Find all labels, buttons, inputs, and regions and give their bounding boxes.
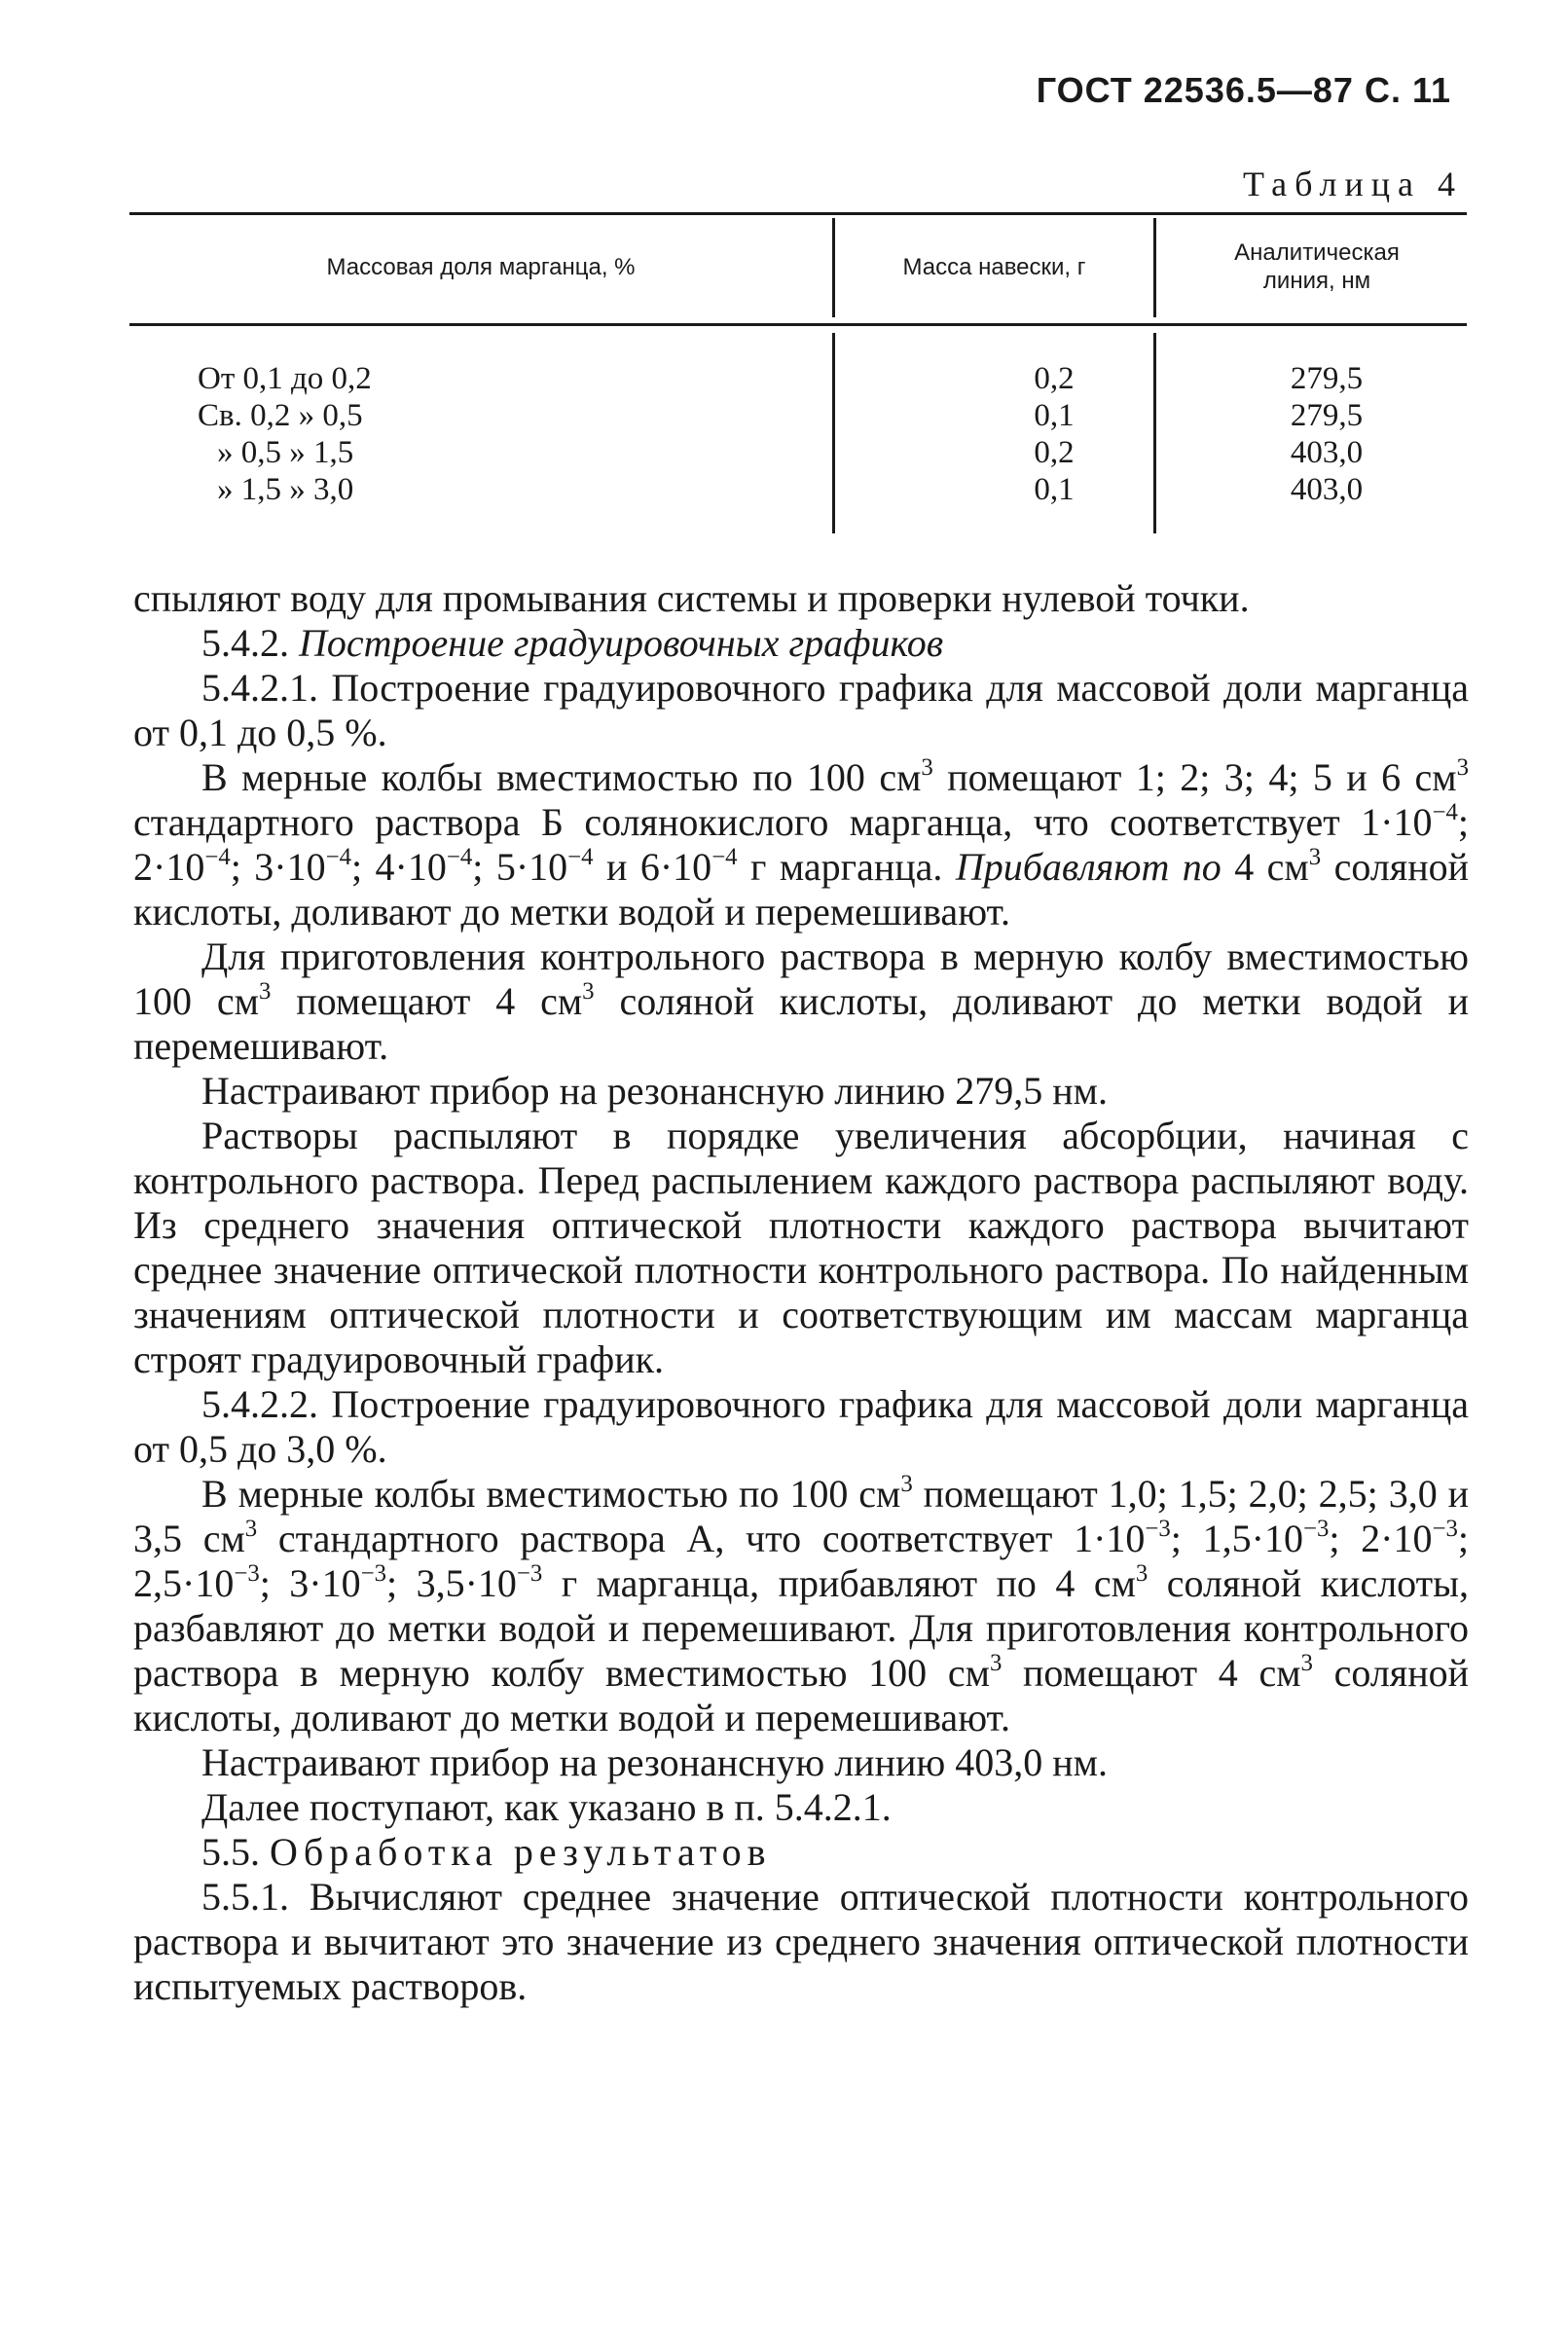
section-heading-5-5 [133, 1830, 1469, 1875]
paragraph: Настраивают прибор на резонансную линию 279,5 нм. [201, 1069, 1108, 1113]
superscript: 3 [1308, 843, 1322, 870]
superscript: 3 [258, 977, 272, 1005]
column-header-analytical-line: Аналитическая линия, нм [1234, 239, 1400, 294]
superscript: −3 [234, 1559, 260, 1587]
superscript: 3 [244, 1515, 258, 1542]
superscript: −3 [1432, 1515, 1458, 1542]
superscript: −3 [1145, 1515, 1171, 1542]
table-header-rule [129, 323, 1467, 326]
text-run: ; 3·10 [259, 1561, 361, 1605]
text-run: ; 2·10 [133, 800, 1469, 889]
section-heading-5-4-2 [133, 621, 1469, 666]
column-divider [1153, 218, 1156, 317]
table-cell: » 1,5 » 3,0 [217, 472, 354, 507]
superscript: −3 [1302, 1515, 1330, 1542]
superscript: −4 [711, 843, 738, 870]
superscript: −3 [516, 1559, 543, 1587]
text-run: помещают 1,0; 1,5; 2,0; 2,5; 3,0 и 3,5 см [133, 1472, 1469, 1560]
column-divider [832, 333, 835, 533]
text-run: ; 2·10 [1329, 1517, 1433, 1560]
column-divider [1153, 333, 1156, 533]
text-run: помещают 4 см [1002, 1651, 1301, 1695]
text-run: ; 4·10 [351, 845, 447, 889]
section-number: 5.5. [201, 1830, 260, 1874]
table-cell: 403,0 [1290, 435, 1364, 470]
text-run: В мерные колбы вместимостью по 100 см [201, 1472, 901, 1516]
superscript: 3 [582, 977, 595, 1005]
text-run: ; 3,5·10 [386, 1561, 517, 1605]
text-run: стандартного раствора А, что соответствует 1·10 [257, 1517, 1146, 1560]
text-run: соляной кислоты, доливают до метки водой и перемешивают. [133, 845, 1469, 933]
paragraph: Настраивают прибор на резонансную линию 403,0 нм. [201, 1740, 1108, 1784]
document-header: ГОСТ 22536.5—87 С. 11 [1036, 70, 1451, 110]
superscript: 3 [1456, 753, 1470, 781]
data-table [129, 212, 1467, 539]
column-sample-mass [1005, 360, 1103, 508]
paragraph: 5.4.2.2. Построение градуировочного графика для массовой доли марганца от 0,5 до 3,0 %. [133, 1382, 1469, 1471]
text-run: соляной кислоты, разбавляют до метки водой и перемешивают. Для приготовления контрольного раствора в мерную колбу вместимостью 100 см [133, 1561, 1469, 1695]
text-run: помещают 4 см [271, 979, 583, 1023]
superscript: 3 [989, 1649, 1003, 1676]
superscript: 3 [921, 753, 933, 781]
text-run: и 6·10 [593, 845, 712, 889]
column-header-mn-fraction: Массовая доля марганца, % [326, 253, 636, 280]
table-cell: 0,1 [1034, 398, 1075, 433]
text-run: стандартного раствора Б солянокислого марганца, что соответствует 1·10 [133, 800, 1433, 844]
superscript: 3 [900, 1470, 913, 1497]
section-number: 5.4.2. [201, 621, 289, 665]
paragraph: 5.4.2.1. Построение градуировочного графика для массовой доли марганца от 0,1 до 0,5 %. [133, 666, 1469, 754]
paragraph: Далее поступают, как указано в п. 5.4.2.1. [201, 1785, 892, 1829]
text-run: г марганца. [737, 845, 956, 889]
table-cell: 279,5 [1290, 398, 1364, 433]
superscript: −4 [204, 843, 231, 870]
table-cell: 0,1 [1034, 472, 1075, 507]
table-cell: 0,2 [1034, 361, 1075, 396]
paragraph: Растворы распыляют в порядке увеличения абсорбции, начиная с контрольного раствора. Перед распылением каждого раствора распыляют воду. Из среднего значения оптической плотности каждого раствора вычитают среднее значение оптической плотности контрольного раствора. По найденным значениям оптической плотности и соответствующим им массам марганца строят градуировочный график. [133, 1114, 1469, 1381]
text-run: г марганца, прибавляют по 4 см [542, 1561, 1136, 1605]
paragraph [133, 934, 1469, 1069]
superscript: 3 [1135, 1559, 1149, 1587]
text-run: ; 2,5·10 [133, 1517, 1470, 1605]
table-cell: » 0,5 » 1,5 [217, 435, 354, 470]
section-title: Обработка результатов [270, 1830, 772, 1874]
text-run: ; 3·10 [230, 845, 326, 889]
text-run: ; 5·10 [472, 845, 568, 889]
paragraph: 5.5.1. Вычисляют среднее значение оптической плотности контрольного раствора и вычитают это значение из среднего значения оптической плотности испытуемых растворов. [133, 1875, 1469, 2008]
column-header-sample-mass: Масса навески, г [902, 253, 1086, 280]
text-run: соляной кислоты, доливают до метки водой и перемешивают. [133, 979, 1469, 1068]
table-cell: Св. 0,2 » 0,5 [198, 398, 363, 433]
column-analytical-line [1258, 360, 1395, 508]
superscript: −3 [360, 1559, 386, 1587]
paragraph [133, 755, 1469, 934]
table-cell: От 0,1 до 0,2 [198, 361, 372, 396]
superscript: −4 [567, 843, 594, 870]
column-mn-fraction [198, 360, 577, 508]
text-run: соляной кислоты, доливают до метки водой и перемешивают. [133, 1651, 1470, 1739]
text-run: помещают 1; 2; 3; 4; 5 и 6 см [932, 755, 1457, 799]
superscript: −4 [446, 843, 473, 870]
body-text [133, 576, 1469, 2009]
text-run: ; 1,5·10 [1170, 1517, 1303, 1560]
table-cell: 279,5 [1290, 361, 1364, 396]
paragraph: спыляют воду для промывания системы и проверки нулевой точки. [133, 576, 1250, 620]
superscript: −4 [325, 843, 351, 870]
text-run: 4 см [1221, 845, 1309, 889]
superscript: 3 [1300, 1649, 1313, 1676]
table-cell: 0,2 [1034, 435, 1075, 470]
table-caption: Таблица 4 [1243, 165, 1463, 203]
table-cell: 403,0 [1290, 472, 1364, 507]
paragraph [133, 1472, 1469, 1740]
section-title: Построение градуировочных графиков [299, 621, 944, 665]
text-run-italic: Прибавляют по [955, 845, 1222, 889]
text-run: В мерные колбы вместимостью по 100 см [201, 755, 922, 799]
text-run: Для приготовления контрольного раствора в мерную колбу вместимостью 100 см [133, 934, 1469, 1023]
superscript: −4 [1432, 798, 1458, 825]
